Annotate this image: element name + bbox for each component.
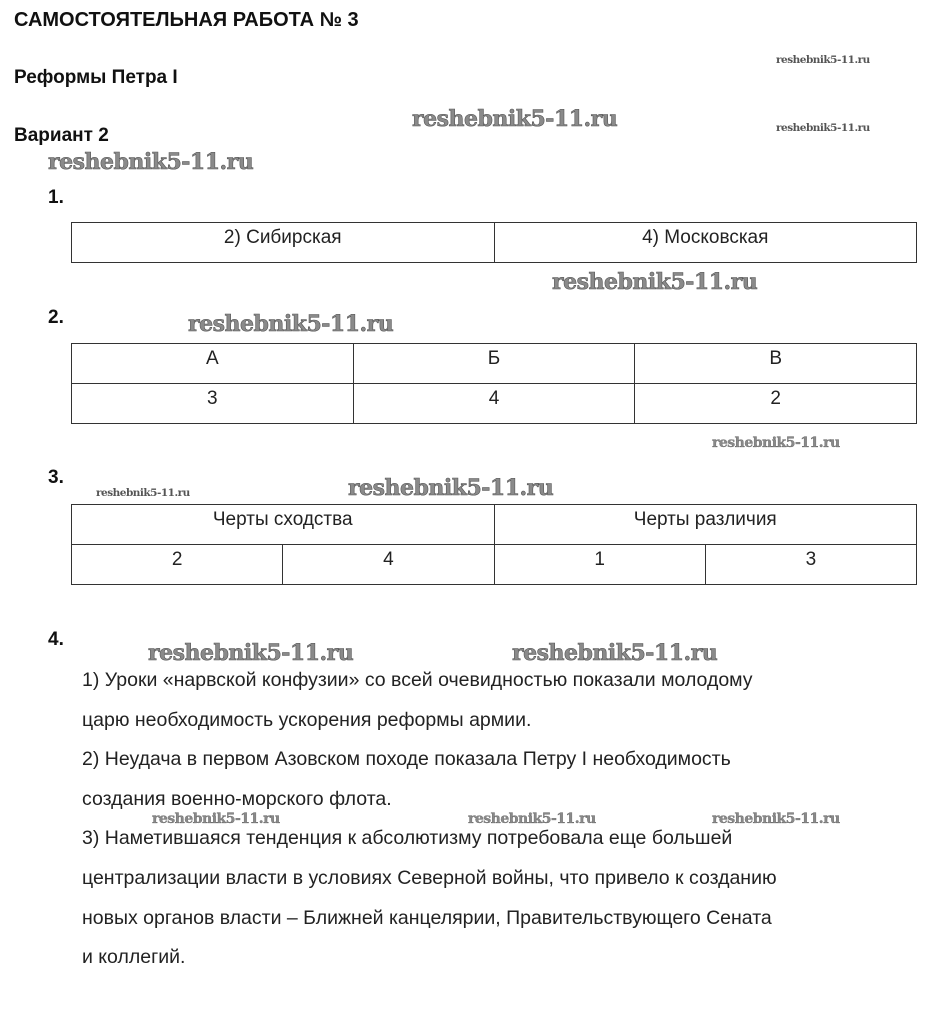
table-header-cell: Б [353,344,635,384]
table-cell: 1 [494,545,705,585]
watermark: reshebnik5-11.ru [512,640,718,666]
variant-heading: Вариант 2 [14,125,109,146]
table-cell: 4) Московская [494,223,917,263]
watermark: reshebnik5-11.ru [188,311,394,337]
answer-line: централизации власти в условиях Северной войны, что привело к созданию [82,866,777,889]
table-header-cell: В [635,344,917,384]
task-2-number: 2. [48,307,64,328]
table-header-cell: Черты сходства [72,505,495,545]
watermark: reshebnik5-11.ru [552,269,758,295]
watermark: reshebnik5-11.ru [48,149,254,175]
watermark: reshebnik5-11.ru [712,435,840,451]
answer-line: 3) Наметившаяся тенденция к абсолютизму потребовала еще большей [82,827,733,850]
task-2-table [71,343,917,424]
watermark: reshebnik5-11.ru [712,811,840,827]
answer-line: создания военно-морского флота. [82,787,392,810]
answer-line: царю необходимость ускорения реформы армии. [82,708,532,731]
watermark: reshebnik5-11.ru [468,811,596,827]
task-3-number: 3. [48,467,64,488]
table-cell: 4 [283,545,494,585]
table-cell: 3 [705,545,916,585]
watermark: reshebnik5-11.ru [152,811,280,827]
table-header-cell: Черты различия [494,505,917,545]
answer-line: 2) Неудача в первом Азовском походе показала Петру I необходимость [82,748,731,771]
watermark: reshebnik5-11.ru [776,54,870,66]
page-title: САМОСТОЯТЕЛЬНАЯ РАБОТА № 3 [14,9,359,31]
answer-line: 1) Уроки «нарвской конфузии» со всей очевидностью показали молодому [82,669,753,691]
watermark: reshebnik5-11.ru [776,122,870,134]
table-cell: 4 [353,384,635,424]
answer-line: и коллегий. [82,946,186,969]
table-header-cell: А [72,344,354,384]
table-cell: 3 [72,384,354,424]
watermark: reshebnik5-11.ru [148,640,354,666]
watermark: reshebnik5-11.ru [412,106,618,132]
task-1-number: 1. [48,187,64,208]
table-cell: 2) Сибирская [72,223,495,263]
table-cell: 2 [72,545,283,585]
watermark: reshebnik5-11.ru [96,487,190,499]
task-1-table [71,222,917,263]
task-4-number: 4. [48,629,64,650]
topic-heading: Реформы Петра I [14,67,178,88]
answer-line: новых органов власти – Ближней канцелярии, Правительствующего Сената [82,906,772,929]
table-cell: 2 [635,384,917,424]
task-3-table [71,504,917,585]
watermark: reshebnik5-11.ru [348,475,554,501]
